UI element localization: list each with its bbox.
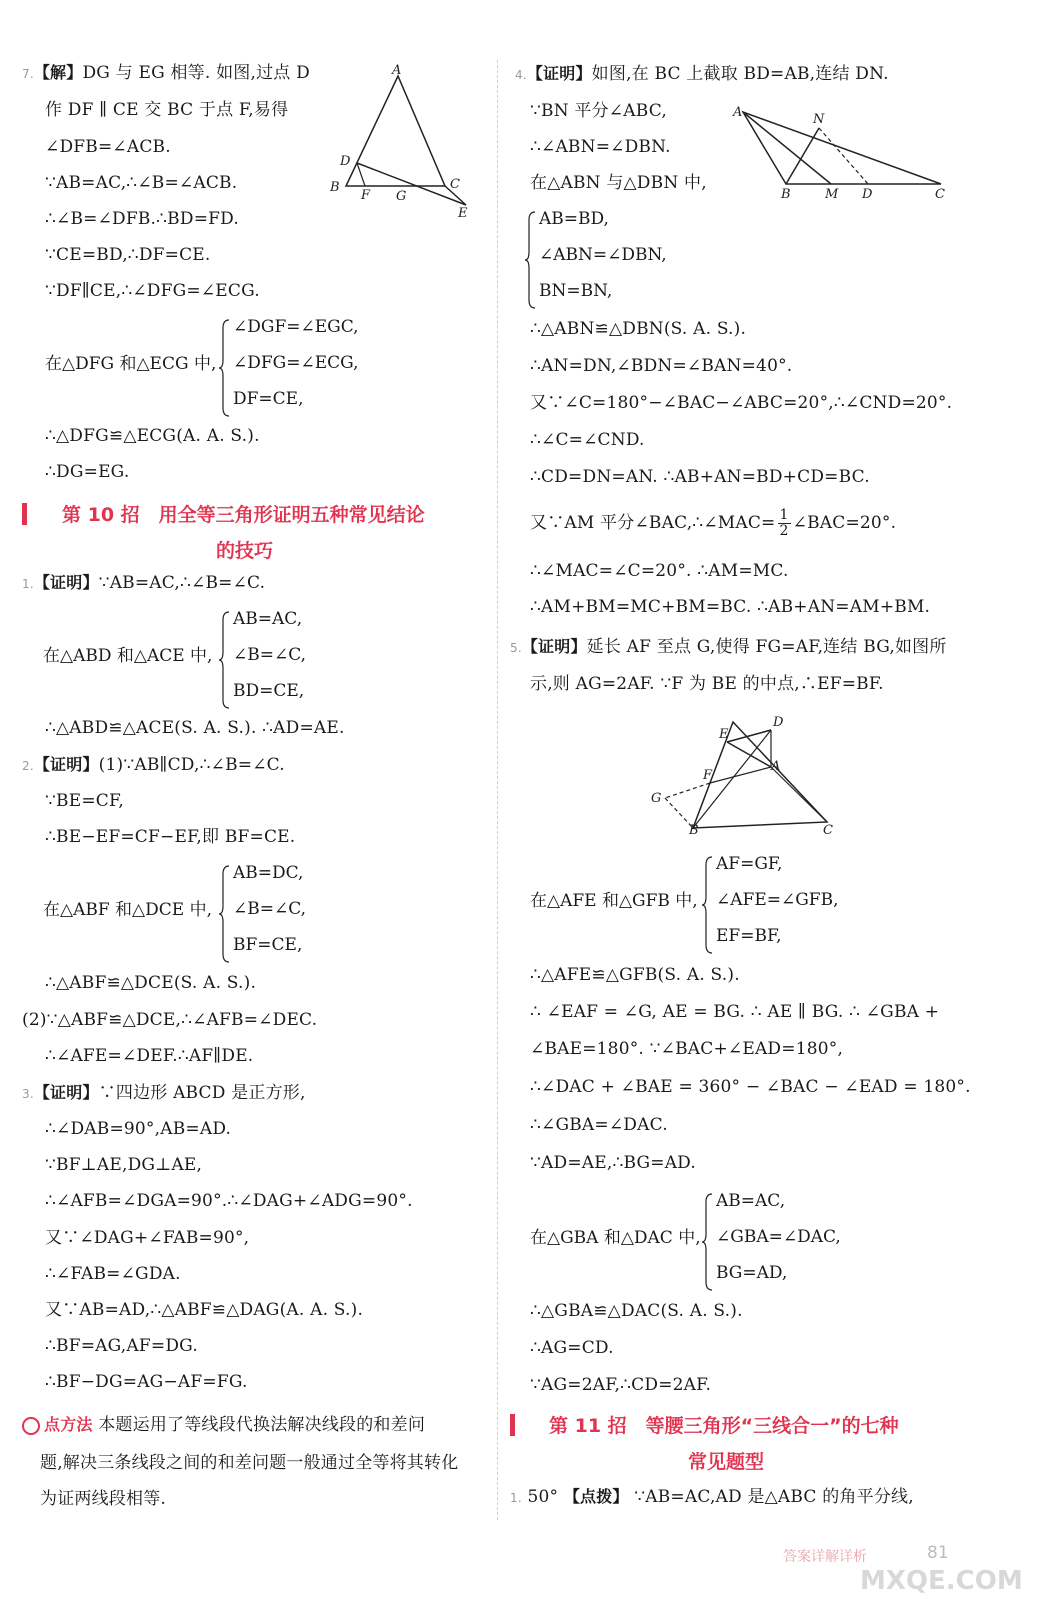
brace-items: [716, 1190, 841, 1298]
text-line: ∵BN 平分∠ABC,: [530, 101, 667, 121]
p7-line-0: [22, 62, 310, 85]
brace-item: AB=AC,: [233, 609, 303, 629]
label-B: B: [689, 823, 699, 838]
label-A: A: [733, 105, 743, 120]
text-line: 又∵∠DAG+∠FAB=90°,: [45, 1228, 250, 1248]
brace-block-afe-gfb: [530, 853, 950, 961]
problem-number: 1.: [510, 1491, 522, 1505]
text-line: 在△ABN 与△DBN 中,: [530, 173, 707, 193]
brace-block-abf-dce: [43, 862, 443, 970]
brace-items: [539, 208, 667, 316]
brace-label: 在△ABF 和△DCE 中,: [43, 900, 212, 920]
brace-icon: [219, 610, 231, 710]
figure-triangle-abc-1: [328, 62, 478, 222]
page-number: 81: [927, 1543, 949, 1563]
brace-items: [233, 608, 306, 716]
p2-line-0: [22, 754, 285, 777]
label-G: G: [651, 791, 662, 806]
brace-block-gba-dac: [530, 1190, 950, 1298]
text-line: ∴△ABN≌△DBN(S. A. S.).: [530, 319, 747, 339]
brace-item: AB=DC,: [233, 863, 304, 883]
brace-label: 在△DFG 和△ECG 中,: [45, 354, 217, 374]
brace-item: AB=AC,: [716, 1191, 786, 1211]
section-bar: [22, 503, 27, 525]
proof-tag: 【证明】: [33, 1083, 99, 1102]
text-line: ∵BE=CF,: [45, 791, 124, 811]
text-line: ∴AM+BM=MC+BM=BC. ∴AB+AN=AM+BM.: [530, 597, 931, 617]
brace-label: 在△GBA 和△DAC 中,: [530, 1228, 701, 1248]
s11-p1-line: [510, 1486, 914, 1509]
text-line: ∴∠AFE=∠DEF.∴AF∥DE.: [45, 1046, 254, 1066]
brace-icon: [525, 210, 537, 310]
brace-icon: [219, 318, 231, 418]
section-title-11: 第 11 招 等腰三角形“三线合一”的七种: [549, 1415, 899, 1437]
right-column: [505, 0, 1045, 1600]
text-line: ∵BF⊥AE,DG⊥AE,: [45, 1155, 203, 1175]
brace-item: ∠B=∠C,: [233, 645, 307, 665]
label-B: B: [330, 180, 340, 195]
brace-label: 在△AFE 和△GFB 中,: [530, 891, 698, 911]
brace-item: ∠B=∠C,: [233, 899, 307, 919]
solution-tag: 【解】: [33, 63, 83, 82]
text-line: ∴∠C=∠CND.: [530, 430, 645, 450]
proof-tag: 【证明】: [33, 755, 99, 774]
brace-item: AB=BD,: [539, 209, 609, 229]
fraction-numerator: 1: [779, 507, 789, 523]
brace-block-abn-dbn: [525, 208, 825, 316]
text-line: (1)∵AB∥CD,∴∠B=∠C.: [98, 755, 285, 775]
text-line: ∴BE−EF=CF−EF,即 BF=CE.: [45, 827, 296, 847]
answer-value: 50°: [527, 1487, 559, 1507]
brace-items: [233, 862, 306, 970]
text-line: ∴△DFG≌△ECG(A. A. S.).: [45, 426, 260, 446]
label-N: N: [813, 112, 825, 127]
text-line: ∵AB=AC,∴∠B=∠ACB.: [45, 173, 238, 193]
label-E: E: [719, 727, 729, 742]
text-line: ∴∠GBA=∠DAC.: [530, 1115, 668, 1135]
text-line: ∵四边形 ABCD 是正方形,: [98, 1083, 306, 1103]
hint-tag: 【点拨】: [563, 1487, 629, 1506]
problem-number: 3.: [22, 1087, 34, 1101]
text-line: 延长 AF 至点 G,使得 FG=AF,连结 BG,如图所: [586, 637, 947, 657]
p3-line-0: [22, 1082, 306, 1105]
brace-item: AF=GF,: [716, 854, 783, 874]
label-C: C: [823, 823, 833, 838]
text-segment: 又∵AM 平分∠BAC,∴∠MAC=: [530, 513, 776, 533]
text-line: ∠DFB=∠ACB.: [45, 137, 171, 157]
label-D: D: [340, 154, 351, 169]
brace-block-dfg-ecg: [45, 316, 445, 424]
brace-items: [716, 853, 839, 961]
proof-tag: 【证明】: [33, 573, 99, 592]
proof-tag: 【证明】: [526, 64, 592, 83]
text-line: ∴DG=EG.: [45, 462, 130, 482]
brace-item: BF=CE,: [233, 935, 303, 955]
label-B: B: [781, 187, 791, 202]
tip-icon: [22, 1417, 40, 1435]
text-line: ∴CD=DN=AN. ∴AB+AN=BD+CD=BC.: [530, 467, 870, 487]
text-line: ∴∠DAB=90°,AB=AD.: [45, 1119, 232, 1139]
text-line: 又∵∠C=180°−∠BAC−∠ABC=20°,∴∠CND=20°.: [530, 393, 953, 413]
proof-tag: 【证明】: [521, 637, 587, 656]
brace-items: [233, 316, 359, 424]
text-line: 题,解决三条线段之间的和差问题一般通过全等将其转化: [40, 1453, 459, 1473]
fraction-half: [778, 508, 791, 539]
text-line: 作 DF ∥ CE 交 BC 于点 F,易得: [45, 100, 289, 120]
brace-block-abd-ace: [43, 608, 443, 716]
label-E: E: [458, 206, 468, 221]
text-line: ∴∠MAC=∠C=20°. ∴AM=MC.: [530, 561, 789, 581]
text-line: (2)∵△ABF≌△DCE,∴∠AFB=∠DEC.: [22, 1010, 318, 1030]
text-line: ∵AD=AE,∴BG=AD.: [530, 1153, 697, 1173]
label-M: M: [825, 187, 839, 202]
section-title-10: 第 10 招 用全等三角形证明五种常见结论: [62, 504, 425, 526]
brace-label: 在△ABD 和△ACE 中,: [43, 646, 213, 666]
text-segment: ∠BAC=20°.: [792, 513, 897, 533]
text-line: ∴ ∠EAF = ∠G, AE = BG. ∴ AE ∥ BG. ∴ ∠GBA +: [530, 1002, 940, 1022]
brace-item: BD=CE,: [233, 681, 305, 701]
text-line: 本题运用了等线段代换法解决线段的和差问: [98, 1415, 426, 1435]
text-line: ∴△GBA≌△DAC(S. A. S.).: [530, 1301, 743, 1321]
brace-item: DF=CE,: [233, 389, 304, 409]
figure-quadrilateral: [645, 712, 845, 838]
tip-line-0: [22, 1414, 425, 1436]
brace-item: BN=BN,: [539, 281, 613, 301]
text-line: ∴BF=AG,AF=DG.: [45, 1336, 198, 1356]
tip-label: 点方法: [44, 1415, 93, 1434]
text-line-fraction: [530, 508, 896, 539]
problem-number: 5.: [510, 641, 522, 655]
brace-item: ∠DFG=∠ECG,: [233, 353, 359, 373]
text-line: DG 与 EG 相等. 如图,过点 D: [82, 63, 310, 83]
text-line: ∴∠DAC + ∠BAE = 360° − ∠BAC − ∠EAD = 180°.: [530, 1077, 971, 1097]
text-line: ∴△AFE≌△GFB(S. A. S.).: [530, 965, 740, 985]
label-C: C: [935, 187, 945, 202]
p5-line-0: [510, 636, 947, 659]
problem-number: 4.: [515, 68, 527, 82]
label-F: F: [703, 768, 713, 783]
label-D: D: [862, 187, 873, 202]
p4-line-0: [515, 63, 889, 86]
watermark: MXQE.COM: [860, 1566, 1023, 1596]
figure-triangle-abc-2: [731, 102, 951, 202]
label-A: A: [392, 63, 402, 78]
text-line: ∴∠B=∠DFB.∴BD=FD.: [45, 209, 239, 229]
brace-item: EF=BF,: [716, 926, 782, 946]
problem-number: 7.: [22, 67, 34, 81]
text-line: ∠BAE=180°. ∵∠BAC+∠EAD=180°,: [530, 1039, 844, 1059]
left-column: [0, 0, 495, 1600]
text-line: ∵CE=BD,∴DF=CE.: [45, 245, 211, 265]
text-line: ∴∠AFB=∠DGA=90°.∴∠DAG+∠ADG=90°.: [45, 1191, 413, 1211]
text-line: ∴△ABF≌△DCE(S. A. S.).: [45, 973, 257, 993]
label-D: D: [773, 715, 784, 730]
text-line: ∴∠FAB=∠GDA.: [45, 1264, 181, 1284]
brace-item: BG=AD,: [716, 1263, 788, 1283]
fraction-denominator: 2: [779, 523, 789, 539]
problem-number: 1.: [22, 577, 34, 591]
text-line: ∴BF−DG=AG−AF=FG.: [45, 1372, 248, 1392]
label-C: C: [450, 177, 460, 192]
problem-number: 2.: [22, 759, 34, 773]
text-line: ∴AN=DN,∠BDN=∠BAN=40°.: [530, 356, 793, 376]
p1-line-0: [22, 572, 265, 595]
brace-icon: [702, 855, 714, 955]
label-G: G: [396, 189, 407, 204]
brace-item: ∠DGF=∠EGC,: [233, 317, 359, 337]
text-line: 如图,在 BC 上截取 BD=AB,连结 DN.: [591, 64, 889, 84]
text-line: ∵DF∥CE,∴∠DFG=∠ECG.: [45, 281, 260, 301]
section-bar: [510, 1414, 515, 1436]
text-line: 为证两线段相等.: [40, 1489, 167, 1509]
section-title-10-line2: 的技巧: [216, 540, 274, 562]
label-F: F: [361, 188, 371, 203]
text-line: ∴∠ABN=∠DBN.: [530, 137, 671, 157]
text-line: ∵AB=AC,∴∠B=∠C.: [98, 573, 266, 593]
text-line: 示,则 AG=2AF. ∵F 为 BE 的中点,∴EF=BF.: [530, 674, 884, 694]
section-title-11-line2: 常见题型: [688, 1451, 765, 1473]
text-line: ∵AG=2AF,∴CD=2AF.: [530, 1375, 712, 1395]
text-line: ∴△ABD≌△ACE(S. A. S.). ∴AD=AE.: [45, 718, 345, 738]
text-line: ∵AB=AC,AD 是△ABC 的角平分线,: [634, 1487, 914, 1507]
column-divider: [497, 60, 498, 1520]
brace-icon: [702, 1192, 714, 1292]
text-line: ∴AG=CD.: [530, 1338, 614, 1358]
brace-item: ∠AFE=∠GFB,: [716, 890, 839, 910]
brace-icon: [219, 864, 231, 964]
brace-item: ∠GBA=∠DAC,: [716, 1227, 841, 1247]
footer-label: 答案详解详析: [783, 1549, 867, 1565]
label-A: A: [771, 759, 781, 774]
brace-item: ∠ABN=∠DBN,: [539, 245, 667, 265]
text-line: 又∵AB=AD,∴△ABF≌△DAG(A. A. S.).: [45, 1300, 364, 1320]
